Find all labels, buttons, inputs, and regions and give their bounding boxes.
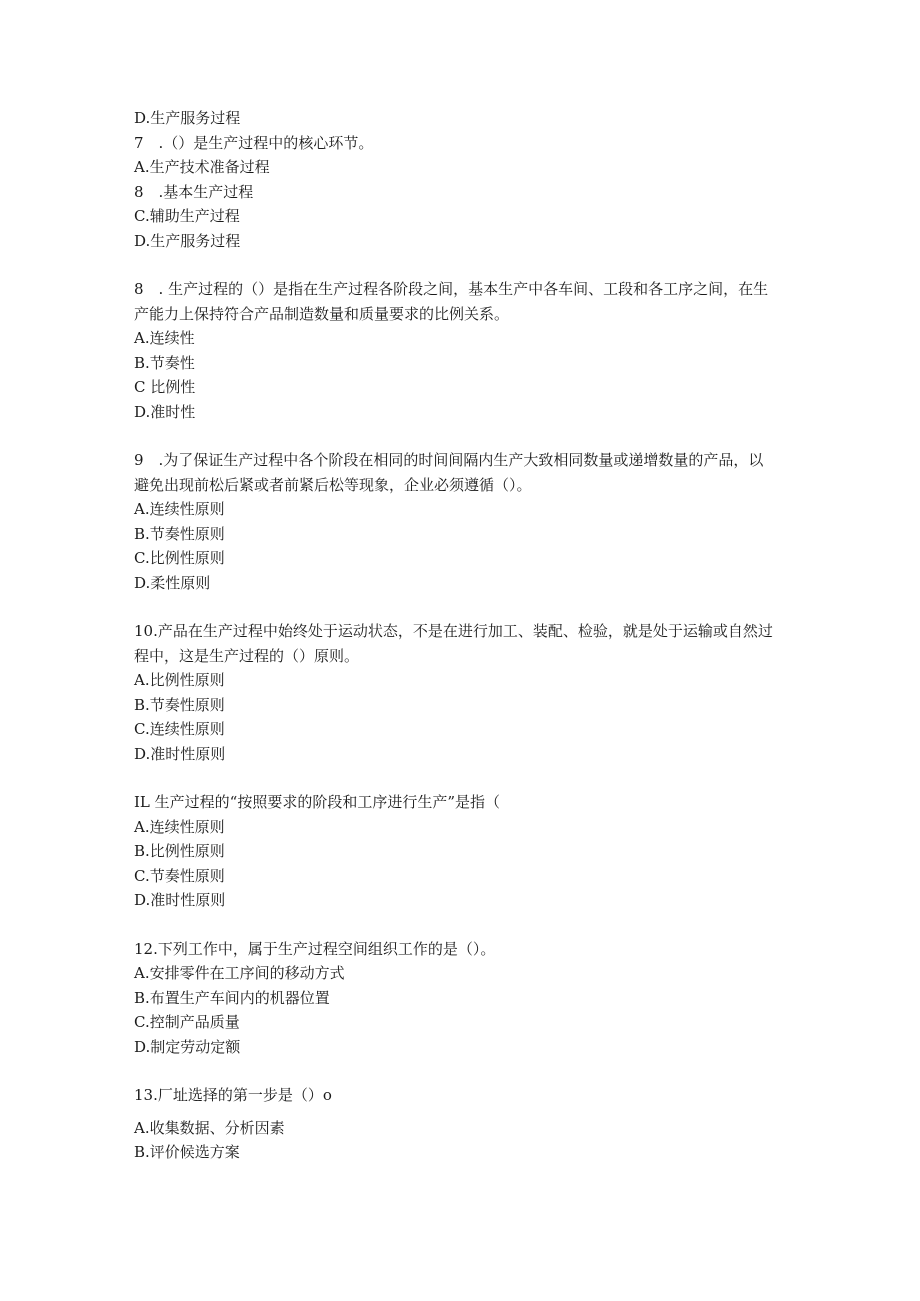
option: B.节奏性: [134, 353, 195, 372]
question-10: [134, 619, 794, 766]
question-stem: IL 生产过程的“按照要求的阶段和工序进行生产”是指（: [134, 793, 500, 811]
question-stem: 9 .为了保证生产过程中各个阶段在相同的时间间隔内生产大致相同数量或递增数量的产品，以: [134, 451, 764, 469]
question-stem: 12.下列工作中，属于生产过程空间组织工作的是（）。: [134, 939, 496, 958]
option: C.连续性原则: [134, 720, 225, 738]
option: D.准时性原则: [134, 744, 226, 763]
option: A.连续性原则: [134, 500, 225, 518]
question-stem-continued: 程中，这是生产过程的（）原则。: [134, 646, 360, 665]
option: 8 .基本生产过程: [134, 182, 254, 201]
option: A.收集数据、分析因素: [134, 1118, 285, 1137]
question-stem: 7 .（）是生产过程中的核心环节。: [134, 133, 374, 152]
question-11: [134, 790, 794, 913]
question-stem: 13.厂址选择的第一步是（）o: [134, 1086, 332, 1104]
option: A.连续性: [134, 329, 195, 347]
option: C.控制产品质量: [134, 1013, 240, 1031]
question-7: [134, 131, 794, 254]
question-stem-continued: 避免出现前松后紧或者前紧后松等现象，企业必须遵循（）。: [134, 475, 532, 494]
question-9: [134, 448, 794, 595]
option: D.准时性原则: [134, 891, 226, 909]
question-stem-continued: 产能力上保持符合产品制造数量和质量要求的比例关系。: [134, 304, 510, 323]
option: C 比例性: [134, 378, 196, 396]
question-8: [134, 277, 794, 424]
option: C.辅助生产过程: [134, 207, 240, 225]
option: D.准时性: [134, 402, 196, 421]
question-stem: 8 . 生产过程的（）是指在生产过程各阶段之间，基本生产中各车间、工段和各工序之间，在生: [134, 280, 769, 298]
option: B.节奏性原则: [134, 695, 225, 714]
question-stem: 10.产品在生产过程中始终处于运动状态，不是在进行加工、装配、检验，就是处于运输或自然过: [134, 622, 773, 640]
question-12: [134, 937, 794, 1060]
option: D.柔性原则: [134, 573, 211, 592]
lead-option: D.生产服务过程: [134, 109, 241, 127]
option: A.连续性原则: [134, 817, 225, 836]
option: C.节奏性原则: [134, 866, 225, 885]
option: B.评价候选方案: [134, 1143, 240, 1161]
option: C.比例性原则: [134, 549, 225, 567]
option: B.节奏性原则: [134, 524, 225, 543]
option: A.比例性原则: [134, 671, 225, 689]
option: A.安排零件在工序间的移动方式: [134, 964, 345, 982]
document-page: [134, 106, 794, 1165]
option: A.生产技术准备过程: [134, 158, 270, 176]
option: B.比例性原则: [134, 842, 225, 860]
option: D.生产服务过程: [134, 231, 241, 250]
question-13: [134, 1083, 794, 1165]
option: D.制定劳动定额: [134, 1037, 241, 1056]
option: B.布置生产车间内的机器位置: [134, 988, 330, 1007]
